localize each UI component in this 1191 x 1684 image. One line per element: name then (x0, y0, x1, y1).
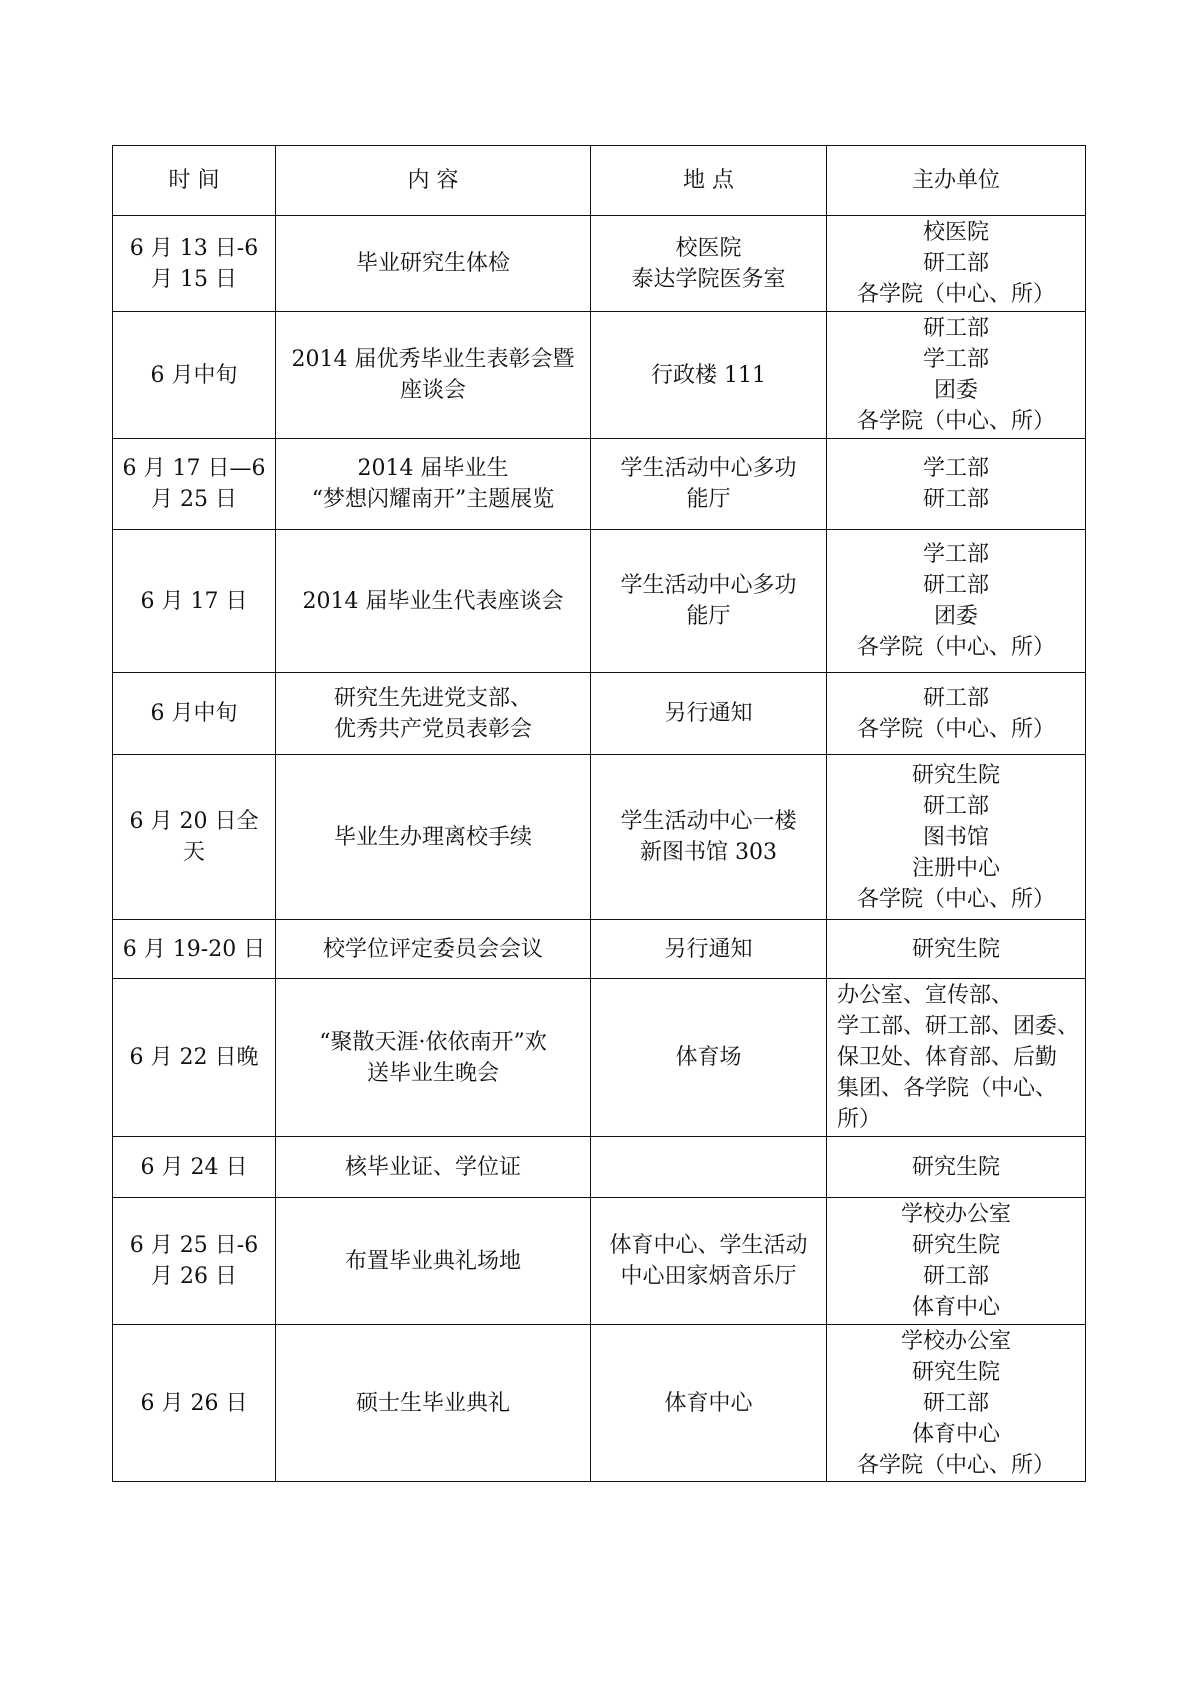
table-row (113, 1137, 1086, 1198)
content-line: 研究生先进党支部、 (333, 685, 532, 711)
host-cell (827, 312, 1086, 439)
time-line: 6 月 17 日 (140, 588, 248, 614)
content-line: 2014 届优秀毕业生表彰会暨 (291, 347, 575, 372)
content-line: 核毕业证、学位证 (344, 1154, 521, 1180)
host-line: 研工部 (922, 316, 989, 341)
host-cell (827, 920, 1086, 979)
time-line: 6 月 19-20 日 (122, 936, 266, 962)
host-cell (827, 755, 1086, 920)
content-cell (276, 530, 591, 673)
table-row (113, 673, 1086, 755)
time-cell (113, 1137, 276, 1198)
time-cell (113, 920, 276, 979)
content-cell (276, 1325, 591, 1482)
place-line: 行政楼 111 (651, 362, 766, 388)
place-line: 体育场 (675, 1045, 742, 1070)
content-line: 送毕业生晚会 (366, 1060, 499, 1086)
table-header-row (113, 146, 1086, 216)
table-row (113, 920, 1086, 979)
content-line: 硕士生毕业典礼 (355, 1390, 510, 1416)
time-line: 6 月 20 日全 (129, 809, 259, 834)
place-cell (591, 1198, 827, 1325)
host-line: 所） (837, 1107, 882, 1132)
host-line: 研究生院 (911, 936, 1000, 962)
host-line: 研工部 (922, 251, 989, 276)
table-row (113, 216, 1086, 312)
content-cell (276, 673, 591, 755)
place-line: 另行通知 (664, 701, 753, 726)
place-cell (591, 1325, 827, 1482)
place-cell (591, 755, 827, 920)
host-line: 学工部 (922, 456, 989, 481)
place-cell (591, 530, 827, 673)
time-cell (113, 216, 276, 312)
content-line: 布置毕业典礼场地 (344, 1248, 521, 1274)
place-line: 能厅 (686, 604, 731, 629)
host-line: 学工部、研工部、团委、 (837, 1014, 1080, 1039)
table-row (113, 1198, 1086, 1325)
content-line: “梦想闪耀南开”主题展览 (311, 487, 555, 512)
host-line: 研工部 (922, 573, 989, 598)
time-line: 6 月中旬 (150, 701, 238, 726)
time-cell (113, 1325, 276, 1482)
host-line: 学工部 (922, 542, 989, 567)
header-host: 主办单位 (827, 146, 1086, 216)
host-line: 集团、各学院（中心、 (837, 1076, 1058, 1101)
header-content: 内 容 (276, 146, 591, 216)
host-cell (827, 439, 1086, 530)
host-line: 研究生院 (911, 1154, 1000, 1180)
time-cell (113, 1198, 276, 1325)
place-line: 学生活动中心一楼 (620, 809, 797, 834)
place-cell (591, 216, 827, 312)
place-line: 学生活动中心多功 (620, 456, 797, 481)
time-cell (113, 755, 276, 920)
host-cell (827, 979, 1086, 1137)
host-line: 研工部 (922, 1264, 989, 1289)
place-cell (591, 312, 827, 439)
place-line: 另行通知 (664, 936, 753, 962)
place-line: 学生活动中心多功 (620, 573, 797, 598)
place-cell (591, 979, 827, 1137)
time-line: 天 (182, 840, 205, 865)
place-cell (591, 439, 827, 530)
content-cell (276, 979, 591, 1137)
table-row (113, 439, 1086, 530)
host-line: 各学院（中心、所） (856, 1452, 1055, 1478)
place-line: 校医院 (675, 235, 742, 261)
schedule-table (112, 145, 1086, 1482)
place-line: 中心田家炳音乐厅 (620, 1264, 797, 1289)
host-cell (827, 673, 1086, 755)
table-row (113, 530, 1086, 673)
content-cell (276, 920, 591, 979)
time-line: 月 15 日 (151, 266, 237, 292)
place-cell (591, 1137, 827, 1198)
host-cell (827, 1198, 1086, 1325)
host-line: 团委 (933, 604, 978, 629)
time-line: 6 月 22 日晚 (129, 1045, 259, 1070)
content-cell (276, 755, 591, 920)
host-line: 研究生院 (911, 1233, 1000, 1258)
host-line: 团委 (933, 378, 978, 403)
time-cell (113, 979, 276, 1137)
time-line: 6 月 25 日-6 (129, 1233, 259, 1258)
time-cell (113, 439, 276, 530)
time-line: 月 26 日 (151, 1264, 237, 1289)
host-line: 各学院（中心、所） (856, 635, 1055, 660)
content-cell (276, 1137, 591, 1198)
host-line: 各学院（中心、所） (856, 886, 1055, 912)
content-cell (276, 1198, 591, 1325)
content-line: 座谈会 (399, 378, 466, 403)
host-cell (827, 530, 1086, 673)
table-body (113, 216, 1086, 1482)
time-line: 6 月 17 日—6 (122, 456, 266, 481)
host-cell (827, 1325, 1086, 1482)
content-line: 毕业研究生体检 (355, 251, 510, 276)
place-cell (591, 673, 827, 755)
host-line: 体育中心 (911, 1421, 1000, 1447)
time-line: 6 月中旬 (150, 362, 238, 388)
place-line: 体育中心 (664, 1390, 753, 1416)
content-line: 2014 届毕业生代表座谈会 (302, 588, 564, 614)
host-line: 研工部 (922, 685, 989, 711)
host-line: 研究生院 (911, 1359, 1000, 1385)
content-cell (276, 312, 591, 439)
header-place: 地 点 (591, 146, 827, 216)
host-line: 校医院 (922, 220, 989, 245)
host-line: 研工部 (922, 793, 989, 819)
host-cell (827, 216, 1086, 312)
content-line: 优秀共产党员表彰会 (333, 716, 532, 742)
place-cell (591, 920, 827, 979)
host-line: 各学院（中心、所） (856, 716, 1055, 742)
host-line: 研工部 (922, 1390, 989, 1416)
place-line: 泰达学院医务室 (631, 266, 786, 292)
time-line: 6 月 26 日 (140, 1390, 248, 1416)
place-line: 新图书馆 303 (640, 840, 777, 865)
host-line: 各学院（中心、所） (856, 409, 1055, 434)
time-cell (113, 530, 276, 673)
table-row (113, 1325, 1086, 1482)
table-row (113, 979, 1086, 1137)
host-line: 学校办公室 (900, 1328, 1011, 1354)
host-line: 学工部 (922, 347, 989, 372)
host-line: 体育中心 (911, 1295, 1000, 1320)
header-time: 时 间 (113, 146, 276, 216)
host-line: 学校办公室 (900, 1202, 1011, 1227)
content-line: 毕业生办理离校手续 (333, 824, 532, 850)
host-line: 注册中心 (911, 855, 1000, 881)
host-line: 研工部 (922, 487, 989, 512)
host-line: 各学院（中心、所） (856, 282, 1055, 307)
content-cell (276, 439, 591, 530)
host-line: 办公室、宣传部、 (837, 983, 1014, 1008)
time-cell (113, 673, 276, 755)
host-line: 图书馆 (922, 824, 989, 850)
table-row (113, 312, 1086, 439)
host-line: 保卫处、体育部、后勤 (837, 1045, 1058, 1070)
content-cell (276, 216, 591, 312)
place-line: 能厅 (686, 487, 731, 512)
time-line: 月 25 日 (151, 487, 237, 512)
content-line: “聚散天涯·依依南开”欢 (319, 1029, 547, 1055)
content-line: 2014 届毕业生 (357, 456, 509, 481)
host-line: 研究生院 (911, 762, 1000, 788)
place-line: 体育中心、学生活动 (609, 1233, 808, 1258)
host-cell (827, 1137, 1086, 1198)
time-line: 6 月 13 日-6 (129, 235, 259, 261)
table-row (113, 755, 1086, 920)
content-line: 校学位评定委员会会议 (322, 936, 543, 962)
time-cell (113, 312, 276, 439)
time-line: 6 月 24 日 (140, 1154, 248, 1180)
